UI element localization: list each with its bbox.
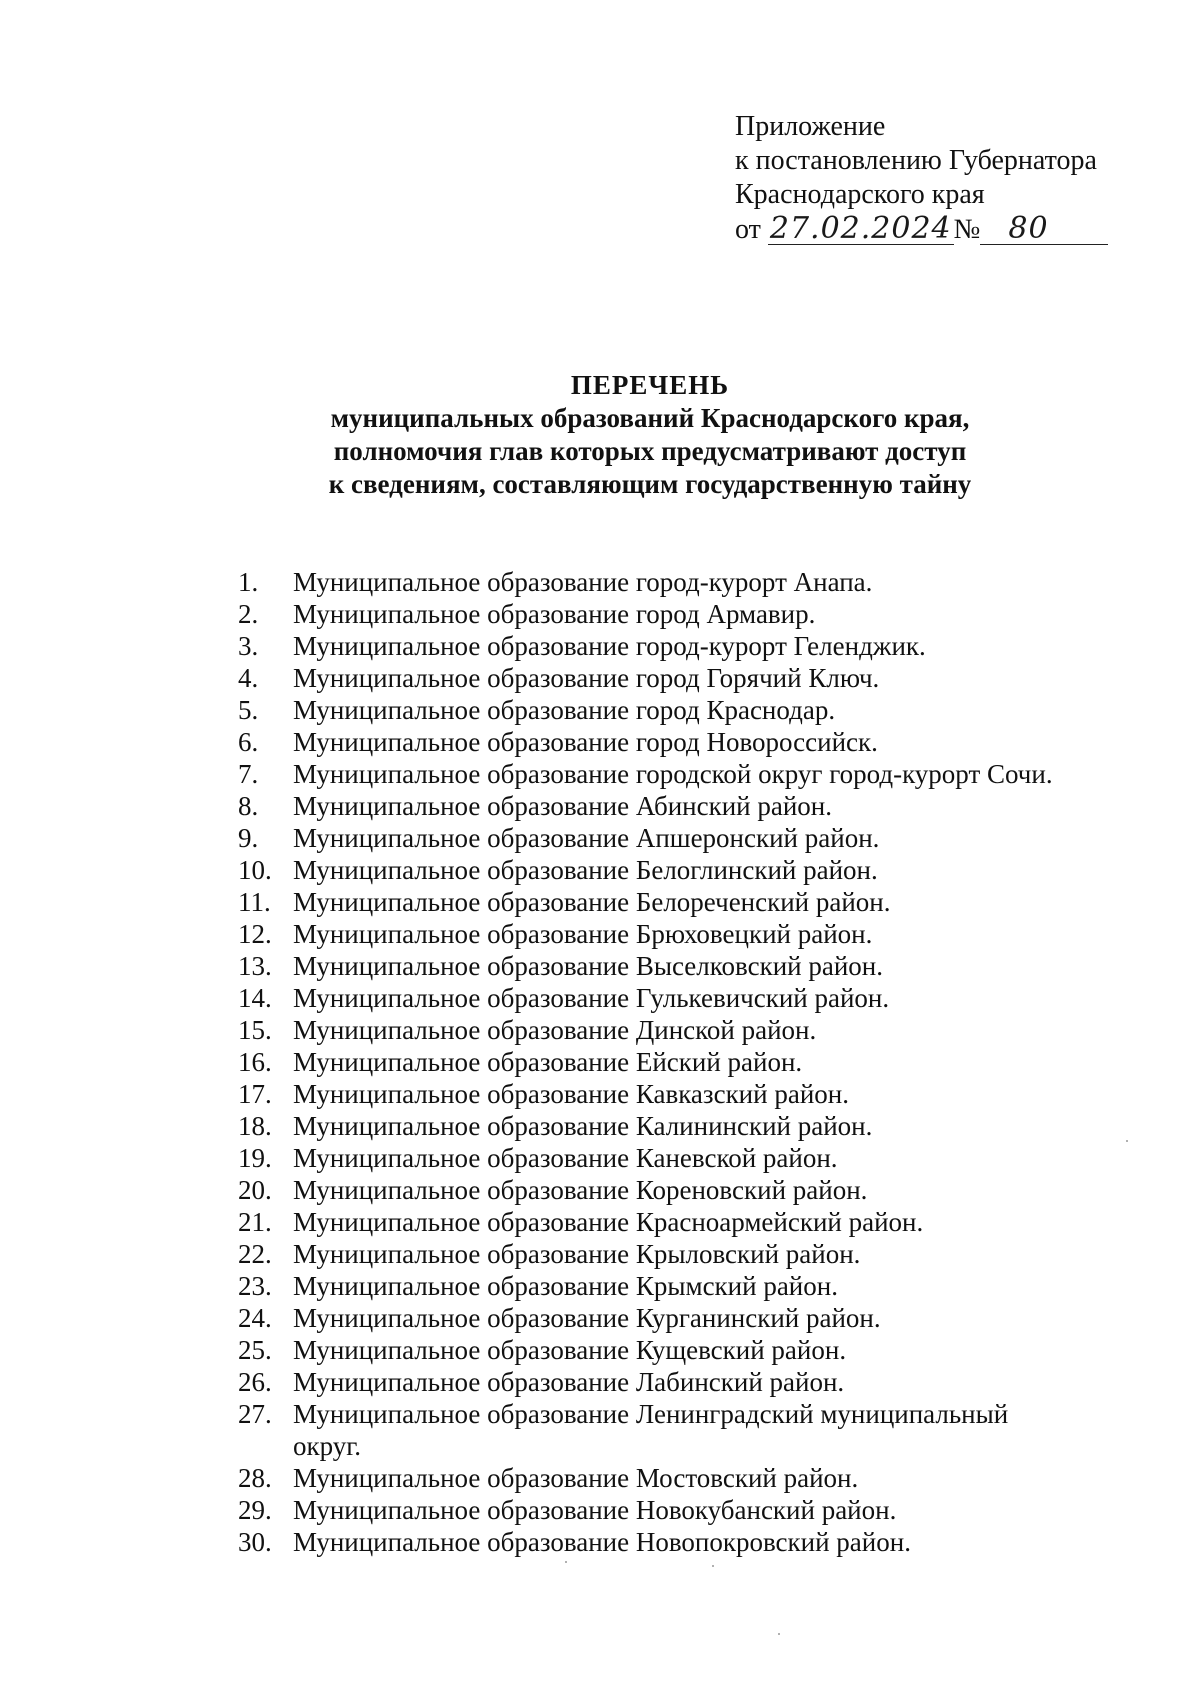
list-item-text — [293, 1238, 860, 1270]
list-item-line: Муниципальное образование Апшеронский район. — [293, 823, 880, 853]
list-item-number: 12. — [238, 919, 272, 949]
list-item-text — [293, 630, 926, 662]
list-item — [238, 1078, 1118, 1110]
list-item-text — [293, 982, 889, 1014]
date-field — [768, 212, 954, 247]
appendix-label: Приложение — [735, 111, 886, 142]
list-item-number: 1. — [238, 567, 259, 597]
list-item — [238, 1174, 1118, 1206]
list-item — [238, 886, 1118, 918]
title-line-1: муниципальных образований Краснодарского края, — [330, 403, 970, 433]
list-item — [238, 1142, 1118, 1174]
list-item-line: Муниципальное образование городской округ город-курорт Сочи. — [293, 759, 1053, 789]
list-item — [238, 1238, 1118, 1270]
list-item-number: 8. — [238, 791, 259, 821]
list-item-text — [293, 918, 872, 950]
title-main: ПЕРЕЧЕНЬ — [570, 370, 730, 400]
list-item-number: 16. — [238, 1047, 272, 1077]
list-item — [238, 1110, 1118, 1142]
list-item-number: 2. — [238, 599, 259, 629]
list-item-line: Муниципальное образование город-курорт Анапа. — [293, 567, 873, 597]
list-item — [238, 1366, 1118, 1398]
decree-date-line — [735, 212, 1108, 247]
list-item-text — [293, 1174, 867, 1206]
list-item-line: Муниципальное образование Красноармейский район. — [293, 1207, 924, 1237]
list-item-text — [293, 1270, 838, 1302]
list-item-number: 23. — [238, 1271, 272, 1301]
list-item-text — [293, 1014, 816, 1046]
list-item-number: 25. — [238, 1335, 272, 1365]
list-item-text — [293, 662, 879, 694]
list-item-text — [293, 1046, 802, 1078]
list-item-number: 5. — [238, 695, 259, 725]
list-item-text — [293, 598, 815, 630]
list-item-text — [293, 566, 872, 598]
list-item-number: 26. — [238, 1367, 272, 1397]
list-item-number: 20. — [238, 1175, 272, 1205]
list-item — [238, 1014, 1118, 1046]
date-underline — [768, 244, 954, 245]
list-item-text — [293, 854, 878, 886]
list-item-line: Муниципальное образование Лабинский район. — [293, 1367, 845, 1397]
list-item-line: Муниципальное образование Кореновский район. — [293, 1175, 868, 1205]
list-item-text — [293, 1462, 858, 1494]
list-item-line: Муниципальное образование Ленинградский муниципальный — [293, 1399, 1009, 1429]
list-item — [238, 630, 1118, 662]
list-item-number: 13. — [238, 951, 272, 981]
date-prefix: от — [735, 214, 761, 245]
list-item — [238, 790, 1118, 822]
list-item-number: 3. — [238, 631, 259, 661]
list-item-number: 7. — [238, 759, 259, 789]
list-item-text — [293, 1142, 838, 1174]
list-item-number: 11. — [238, 887, 271, 917]
list-item-text — [293, 790, 832, 822]
list-item-continuation: округ. — [293, 1431, 362, 1461]
list-item — [238, 1046, 1118, 1078]
list-item — [238, 1494, 1118, 1526]
list-item — [238, 1398, 1118, 1462]
number-label: № — [953, 214, 981, 245]
municipality-list — [238, 566, 1118, 1558]
list-item — [238, 726, 1118, 758]
list-item-number: 10. — [238, 855, 272, 885]
list-item-text — [293, 1302, 881, 1334]
appendix-decree-ref: к постановлению Губернатора — [735, 145, 1097, 176]
list-item-number: 21. — [238, 1207, 272, 1237]
list-item-number: 28. — [238, 1463, 272, 1493]
list-item — [238, 982, 1118, 1014]
list-item-text — [293, 1494, 896, 1526]
list-item — [238, 1302, 1118, 1334]
number-underline — [980, 244, 1108, 245]
list-item-line: Муниципальное образование Кущевский район. — [293, 1335, 847, 1365]
list-item — [238, 1206, 1118, 1238]
list-item — [238, 822, 1118, 854]
list-item-number: 18. — [238, 1111, 272, 1141]
list-item — [238, 598, 1118, 630]
list-item — [238, 950, 1118, 982]
list-item-number: 6. — [238, 727, 259, 757]
list-item-number: 19. — [238, 1143, 272, 1173]
list-item-line: Муниципальное образование Калининский район. — [293, 1111, 873, 1141]
list-item — [238, 1526, 1118, 1558]
list-item-text — [293, 886, 891, 918]
list-item-text — [293, 1206, 923, 1238]
list-item — [238, 854, 1118, 886]
handwritten-number: 80 — [1008, 211, 1049, 246]
list-item — [238, 918, 1118, 950]
list-item-number: 22. — [238, 1239, 272, 1269]
list-item-line: Муниципальное образование Мостовский район. — [293, 1463, 859, 1493]
appendix-header — [735, 110, 1108, 247]
list-item-line: Муниципальное образование Абинский район. — [293, 791, 832, 821]
list-item-line: Муниципальное образование Выселковский район. — [293, 951, 883, 981]
list-item-line: Муниципальное образование Белореченский район. — [293, 887, 891, 917]
list-item-text — [293, 726, 878, 758]
list-item-number: 9. — [238, 823, 259, 853]
handwritten-date: 27.02.2024 — [769, 211, 952, 246]
list-item-number: 24. — [238, 1303, 272, 1333]
list-item-number: 17. — [238, 1079, 272, 1109]
list-item-line: Муниципальное образование Курганинский район. — [293, 1303, 881, 1333]
list-item-line: Муниципальное образование Гулькевичский район. — [293, 983, 890, 1013]
list-item-text — [293, 1398, 1008, 1462]
document-title — [200, 369, 1100, 501]
list-item-text — [293, 1110, 872, 1142]
list-item-line: Муниципальное образование город Краснодар. — [293, 695, 836, 725]
scan-speck — [1126, 1140, 1128, 1142]
list-item-line: Муниципальное образование Новокубанский район. — [293, 1495, 897, 1525]
list-item-line: Муниципальное образование Белоглинский район. — [293, 855, 878, 885]
scan-speck — [565, 1561, 567, 1563]
list-item-line: Муниципальное образование город Армавир. — [293, 599, 816, 629]
list-item — [238, 694, 1118, 726]
list-item-text — [293, 950, 883, 982]
list-item — [238, 758, 1118, 790]
number-field — [980, 212, 1108, 247]
list-item-line: Муниципальное образование Новопокровский район. — [293, 1527, 911, 1557]
list-item-number: 30. — [238, 1527, 272, 1557]
list-item-text — [293, 694, 835, 726]
list-item-number: 14. — [238, 983, 272, 1013]
list-item — [238, 566, 1118, 598]
list-item-text — [293, 1526, 911, 1558]
list-item-number: 4. — [238, 663, 259, 693]
list-item — [238, 662, 1118, 694]
list-item-text — [293, 758, 1053, 790]
list-item — [238, 1462, 1118, 1494]
scan-speck — [712, 1565, 714, 1567]
list-item — [238, 1270, 1118, 1302]
list-item-number: 15. — [238, 1015, 272, 1045]
list-item-line: Муниципальное образование Крымский район. — [293, 1271, 838, 1301]
list-item-line: Муниципальное образование Каневской район. — [293, 1143, 838, 1173]
list-item-line: Муниципальное образование город Новороссийск. — [293, 727, 878, 757]
list-item-line: Муниципальное образование Динской район. — [293, 1015, 817, 1045]
list-item-line: Муниципальное образование город-курорт Геленджик. — [293, 631, 926, 661]
appendix-region: Краснодарского края — [735, 179, 985, 210]
list-item-line: Муниципальное образование Кавказский район. — [293, 1079, 849, 1109]
list-item-text — [293, 1334, 846, 1366]
list-item-line: Муниципальное образование Крыловский район. — [293, 1239, 861, 1269]
list-item-line: Муниципальное образование Брюховецкий район. — [293, 919, 873, 949]
list-item-number: 27. — [238, 1399, 272, 1429]
list-item-text — [293, 1366, 844, 1398]
list-item-text — [293, 822, 879, 854]
list-item-line: Муниципальное образование Ейский район. — [293, 1047, 803, 1077]
list-item-number: 29. — [238, 1495, 272, 1525]
list-item — [238, 1334, 1118, 1366]
list-item-text — [293, 1078, 849, 1110]
list-item-line: Муниципальное образование город Горячий Ключ. — [293, 663, 880, 693]
scan-speck — [778, 1633, 780, 1635]
title-line-2: полномочия глав которых предусматривают доступ — [333, 436, 967, 466]
title-line-3: к сведениям, составляющим государственную тайну — [328, 469, 972, 499]
